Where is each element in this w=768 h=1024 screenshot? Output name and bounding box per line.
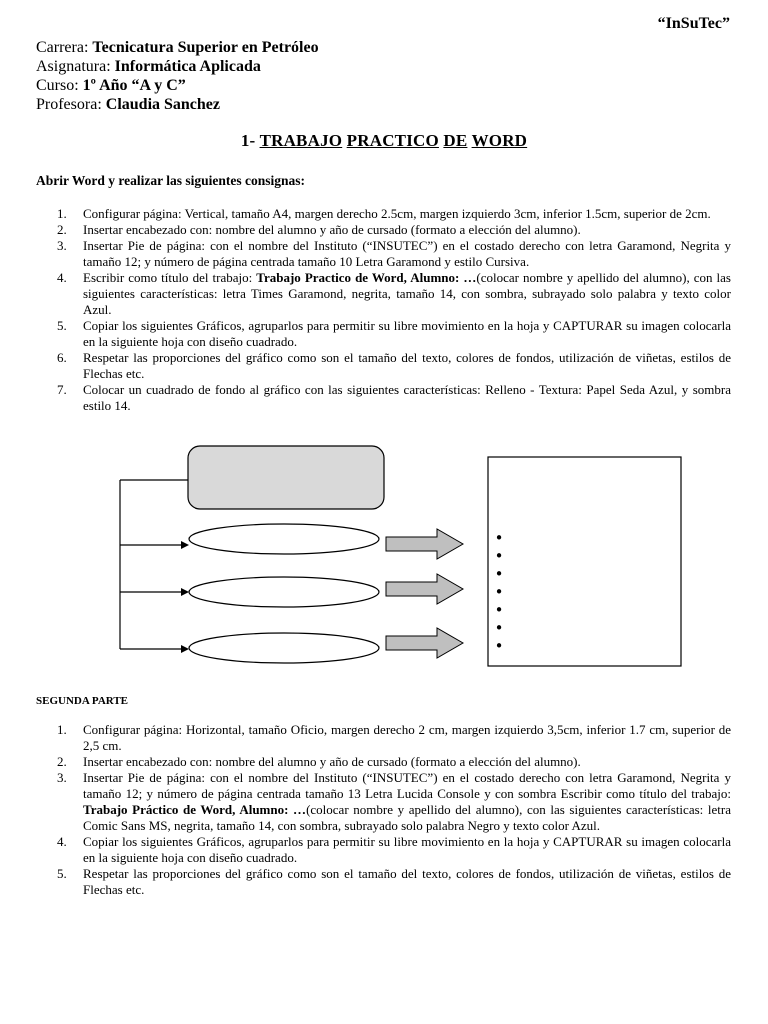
item-text-pre: Escribir como título del trabajo: [83,270,257,285]
career-label: Carrera: [36,39,93,56]
item-number: 2. [57,754,67,769]
item-text-bold: Trabajo Práctico de Word, Alumno: … [83,802,307,817]
item-text: Configurar página: Vertical, tamaño A4, margen derecho 2.5cm, margen izquierdo 3cm, inferior 1.5cm, superior de 2cm. [83,206,711,221]
list-item [36,866,731,898]
item-number: 3. [57,238,67,253]
item-text-bold: Trabajo Practico de Word, Alumno: … [256,270,477,285]
item-number: 4. [57,834,67,849]
career-value: Tecnicatura Superior en Petróleo [92,39,319,56]
block-arrow-3 [386,628,463,658]
bullet-list-box [488,457,681,666]
ellipse-3 [189,633,379,663]
item-text: Configurar página: Horizontal, tamaño Oficio, margen derecho 2 cm, margen izquierdo 3,5cm, inferior 1.7 cm, superior de 2,5 cm. [83,722,731,753]
connector-arrowhead-2 [181,588,189,596]
item-text: Insertar encabezado con: nombre del alumno y año de cursado (formato a elección del alumno). [83,222,581,237]
ellipse-1 [189,524,379,554]
list-item [36,770,731,834]
bullet-point: • [494,619,504,637]
item-number: 3. [57,770,67,785]
teacher-label: Profesora: [36,96,106,113]
title-prefix: 1- [240,131,260,150]
item-text: Respetar las proporciones del gráfico como son el tamaño del texto, colores de fondos, utilización de viñetas, estilos de Flechas etc. [83,350,731,381]
item-number: 5. [57,318,67,333]
part2-title: SEGUNDA PARTE [36,695,129,707]
title-word-practico: PRACTICO [346,131,439,150]
item-text: Copiar los siguientes Gráficos, agruparlos para permitir su libre movimiento en la hoja y CAPTURAR su imagen colocarla en la siguiente hoja con diseño cuadrado. [83,834,731,865]
institute-brand: “InSuTec” [657,15,730,32]
bullet-point: • [494,565,504,583]
item-text-post: (colocar nombre y apellido del alumno), con las siguientes características: letra Times Garamond, negrita, tamaño 14, con sombra, subrayado solo palabra y texto color Azul. [83,270,731,317]
item-number: 1. [57,722,67,737]
connector-arrowhead-3 [181,645,189,653]
item-number: 4. [57,270,67,285]
title-word-word: WORD [471,131,528,150]
bullet-point: • [494,583,504,601]
item-number: 1. [57,206,67,221]
bullet-point: • [494,601,504,619]
item-number: 2. [57,222,67,237]
item-text-post: (colocar nombre y apellido del alumno), con las siguientes características: letra Comic Sans MS, negrita, tamaño 14, con sombra, subrayado solo palabra Negro y texto color Azul. [83,802,731,833]
item-number: 5. [57,866,67,881]
course-label: Curso: [36,77,83,94]
list-item [36,834,731,866]
bullet-point: • [494,529,504,547]
block-arrow-1 [386,529,463,559]
instructions-intro: Abrir Word y realizar las siguientes consignas: [36,173,306,188]
item-number: 6. [57,350,67,365]
bullet-group [495,529,504,655]
top-rounded-box [188,446,384,509]
list-item [36,754,731,770]
course-value: 1º Año “A y C” [82,77,186,94]
part2-instructions [36,722,731,898]
item-text: Colocar un cuadrado de fondo al gráfico con las siguientes características: Relleno - Textura: Papel Seda Azul, y sombra estilo 14. [83,382,731,413]
item-text: Insertar Pie de página: con el nombre del Instituto (“INSUTEC”) en el costado derecho con letra Garamond, Negrita y tamaño 12; y número de página centrada tamaño 10 Letra Garamond y estilo Cursiva. [83,238,731,269]
title-word-trabajo: TRABAJO [259,131,343,150]
title-word-de: DE [443,131,468,150]
connector-arrowhead-1 [181,541,189,549]
bullet-point: • [494,547,504,565]
subject-value: Informática Aplicada [114,58,261,75]
item-text-pre: Insertar Pie de página: con el nombre del Instituto (“INSUTEC”) en el costado derecho con letra Garamond, Negrita y tamaño 12; y número de página centrada tamaño 13 Letra Lucida Console y con sombra Escribir como título del trabajo: [83,770,731,801]
ellipse-2 [189,577,379,607]
item-text: Respetar las proporciones del gráfico como son el tamaño del texto, colores de fondos, utilización de viñetas, estilos de Flechas etc. [83,866,731,897]
block-arrow-2 [386,574,463,604]
item-number: 7. [57,382,67,397]
item-text: Copiar los siguientes Gráficos, agruparlos para permitir su libre movimiento en la hoja y CAPTURAR su imagen colocarla en la siguiente hoja con diseño cuadrado. [83,318,731,349]
item-text: Insertar encabezado con: nombre del alumno y año de cursado (formato a elección del alumno). [83,754,581,769]
list-item [36,722,731,754]
subject-label: Asignatura: [36,58,115,75]
teacher-value: Claudia Sanchez [105,96,221,113]
bullet-point: • [494,637,504,655]
